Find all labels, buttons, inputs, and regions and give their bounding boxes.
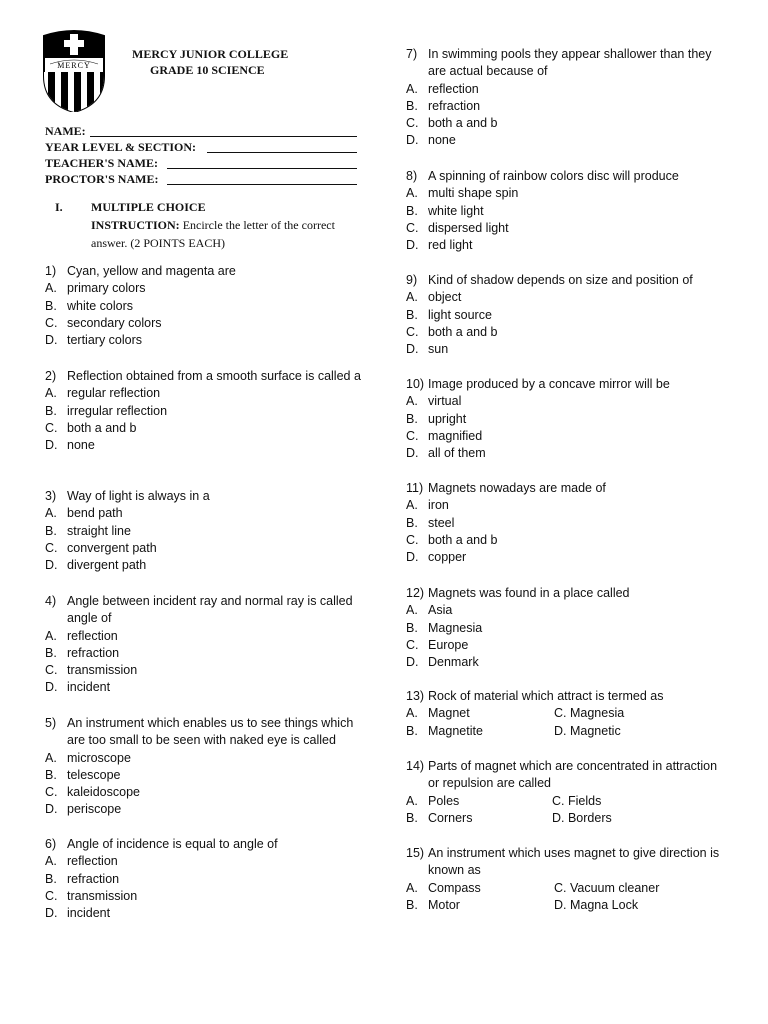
answer-option[interactable] xyxy=(45,385,367,402)
option-text: incident xyxy=(67,680,111,695)
option-letter: A. xyxy=(406,394,418,409)
option-letter: C. xyxy=(45,663,58,678)
option-letter: C. xyxy=(45,540,58,555)
option-letter: B. xyxy=(406,307,418,322)
question-text: Cyan, yellow and magenta are xyxy=(67,264,236,278)
option-text: Denmark xyxy=(428,655,479,670)
question-text-row xyxy=(406,480,728,497)
option-letter[interactable]: A. xyxy=(406,880,418,895)
question-11 xyxy=(406,480,728,566)
question-10 xyxy=(406,376,728,462)
option-text: virtual xyxy=(428,394,462,409)
option-text: reflection xyxy=(67,854,118,869)
option-letter: A. xyxy=(45,750,57,765)
proctor-field[interactable] xyxy=(167,171,357,185)
option-text: convergent path xyxy=(67,540,157,555)
school-seal-logo xyxy=(40,28,108,112)
answer-option[interactable] xyxy=(45,505,367,522)
answer-option[interactable] xyxy=(45,315,367,332)
question-text-row xyxy=(406,272,728,289)
answer-option[interactable] xyxy=(45,523,367,540)
option-text: reflection xyxy=(428,81,479,96)
question-number: 7) xyxy=(406,47,418,61)
option-letter: D. xyxy=(45,558,58,573)
option-text: transmission xyxy=(67,663,138,678)
section-title: MULTIPLE CHOICE xyxy=(91,200,206,214)
option-text: incident xyxy=(67,906,111,921)
answer-option[interactable] xyxy=(406,185,728,202)
option-text: none xyxy=(67,438,95,453)
option-letter: A. xyxy=(406,603,418,618)
answer-option[interactable] xyxy=(406,532,728,549)
option-letter: C. xyxy=(406,428,419,443)
question-number: 15) xyxy=(406,846,425,860)
instruction-label: INSTRUCTION: xyxy=(91,218,180,232)
option-letter: D. xyxy=(45,333,58,348)
question-text-row xyxy=(45,836,367,853)
option-letter: A. xyxy=(45,281,57,296)
option-letter: C. xyxy=(45,315,58,330)
option-text: telescope xyxy=(67,767,121,782)
option-letter: D. xyxy=(45,802,58,817)
question-number: 9) xyxy=(406,273,418,287)
question-3 xyxy=(45,488,367,574)
school-header xyxy=(132,46,288,78)
answer-option[interactable] xyxy=(406,81,728,98)
answer-option[interactable] xyxy=(406,98,728,115)
answer-option[interactable] xyxy=(45,662,367,679)
option-text: both a and b xyxy=(428,324,498,339)
answer-option[interactable] xyxy=(406,237,728,254)
option-letter: A. xyxy=(406,81,418,96)
question-text-row xyxy=(45,263,367,280)
option-text[interactable]: Corners xyxy=(428,810,473,825)
question-text-row xyxy=(406,688,728,705)
answer-option[interactable] xyxy=(406,203,728,220)
answer-option[interactable] xyxy=(45,420,367,437)
answer-option[interactable] xyxy=(406,549,728,566)
answer-option-row xyxy=(406,880,728,897)
option-text: white colors xyxy=(67,298,133,313)
question-12 xyxy=(406,585,728,671)
student-info-form xyxy=(45,123,196,187)
answer-option[interactable] xyxy=(45,767,367,784)
option-text: red light xyxy=(428,238,473,253)
question-text-row xyxy=(45,715,367,750)
option-letter[interactable]: B. xyxy=(406,810,418,825)
option-letter: C. xyxy=(406,532,419,547)
question-number: 13) xyxy=(406,689,425,703)
option-text: irregular reflection xyxy=(67,403,168,418)
question-text-row xyxy=(406,46,728,81)
option-letter: D. xyxy=(45,906,58,921)
question-text-row xyxy=(406,845,728,880)
answer-option[interactable] xyxy=(45,437,367,454)
year-level-row xyxy=(45,139,196,155)
option-letter: A. xyxy=(45,854,57,869)
question-9 xyxy=(406,272,728,358)
option-letter: A. xyxy=(406,186,418,201)
option-text: periscope xyxy=(67,802,122,817)
option-letter: C. xyxy=(45,420,58,435)
answer-option[interactable] xyxy=(406,637,728,654)
option-letter: D. xyxy=(406,342,419,357)
option-text: transmission xyxy=(67,888,138,903)
question-text-row xyxy=(406,758,728,793)
answer-option-row xyxy=(406,705,728,722)
option-text[interactable]: Magnet xyxy=(428,706,470,721)
option-letter: A. xyxy=(406,498,418,513)
option-letter: B. xyxy=(406,515,418,530)
option-text: object xyxy=(428,290,462,305)
question-number: 14) xyxy=(406,759,425,773)
answer-option[interactable] xyxy=(406,428,728,445)
option-text-second[interactable]: D. Magnetic xyxy=(554,723,621,738)
option-text: all of them xyxy=(428,446,486,461)
option-letter[interactable]: A. xyxy=(406,706,418,721)
answer-option[interactable] xyxy=(45,679,367,696)
option-text[interactable]: Poles xyxy=(428,793,460,808)
name-row xyxy=(45,123,196,139)
option-text: Magnesia xyxy=(428,620,483,635)
option-letter: A. xyxy=(406,290,418,305)
section-number: I. xyxy=(55,200,63,214)
option-text: reflection xyxy=(67,628,118,643)
option-text[interactable]: Magnetite xyxy=(428,723,483,738)
question-text-row xyxy=(45,593,367,628)
option-letter: B. xyxy=(406,411,418,426)
option-letter: D. xyxy=(45,680,58,695)
option-text: bend path xyxy=(67,506,123,521)
option-text: microscope xyxy=(67,750,131,765)
answer-option[interactable] xyxy=(406,289,728,306)
question-text: Reflection obtained from a smooth surface is called a xyxy=(67,369,361,383)
option-text: both a and b xyxy=(428,532,498,547)
option-letter: D. xyxy=(406,655,419,670)
teacher-label: TEACHER'S NAME: xyxy=(45,156,159,170)
option-text: regular reflection xyxy=(67,386,161,401)
question-text-row xyxy=(45,368,367,385)
question-text-row xyxy=(406,585,728,602)
answer-option[interactable] xyxy=(45,888,367,905)
answer-option[interactable] xyxy=(45,801,367,818)
proctor-row xyxy=(45,171,196,187)
answer-option[interactable] xyxy=(406,341,728,358)
instruction-text: Encircle the letter of the correct answer. (2 POINTS EACH) xyxy=(91,218,335,250)
answer-option-row xyxy=(406,793,728,810)
question-5 xyxy=(45,715,367,819)
option-text[interactable]: Motor xyxy=(428,897,460,912)
name-label: NAME: xyxy=(45,124,86,138)
question-number: 6) xyxy=(45,837,57,851)
option-text: straight line xyxy=(67,523,131,538)
answer-option[interactable] xyxy=(406,324,728,341)
option-text: secondary colors xyxy=(67,315,162,330)
option-letter: D. xyxy=(45,438,58,453)
question-number: 10) xyxy=(406,377,425,391)
answer-option[interactable] xyxy=(45,750,367,767)
option-text: refraction xyxy=(428,98,481,113)
answer-option[interactable] xyxy=(45,784,367,801)
option-text: Europe xyxy=(428,637,469,652)
question-text: In swimming pools they appear shallower than they are actual because of xyxy=(428,47,712,79)
answer-option[interactable] xyxy=(45,628,367,645)
option-text: dispersed light xyxy=(428,220,509,235)
answer-option[interactable] xyxy=(45,332,367,349)
option-letter: D. xyxy=(406,133,419,148)
question-number: 5) xyxy=(45,716,57,730)
question-text-row xyxy=(406,168,728,185)
option-text-second[interactable]: C. Fields xyxy=(552,793,602,808)
option-text-second[interactable]: D. Borders xyxy=(552,810,612,825)
option-letter: A. xyxy=(45,506,57,521)
question-13 xyxy=(406,688,728,740)
option-text: refraction xyxy=(67,871,120,886)
answer-option[interactable] xyxy=(406,654,728,671)
answer-option[interactable] xyxy=(406,411,728,428)
question-text: Magnets nowadays are made of xyxy=(428,481,606,495)
option-letter: C. xyxy=(45,888,58,903)
answer-option[interactable] xyxy=(406,393,728,410)
answer-option[interactable] xyxy=(406,497,728,514)
option-letter: D. xyxy=(406,550,419,565)
answer-option[interactable] xyxy=(406,620,728,637)
option-text-second[interactable]: C. Vacuum cleaner xyxy=(554,880,660,895)
question-number: 8) xyxy=(406,169,418,183)
option-letter: B. xyxy=(45,645,57,660)
question-number: 2) xyxy=(45,369,57,383)
question-text: Image produced by a concave mirror will be xyxy=(428,377,670,391)
question-15 xyxy=(406,845,728,914)
option-text: steel xyxy=(428,515,455,530)
option-letter: B. xyxy=(406,620,418,635)
answer-option-row xyxy=(406,723,728,740)
option-text: multi shape spin xyxy=(428,186,519,201)
teacher-field[interactable] xyxy=(167,155,357,169)
option-text: sun xyxy=(428,342,449,357)
option-text: none xyxy=(428,133,456,148)
answer-option[interactable] xyxy=(45,645,367,662)
option-letter: D. xyxy=(406,446,419,461)
question-8 xyxy=(406,168,728,254)
question-6 xyxy=(45,836,367,922)
option-letter: B. xyxy=(406,98,418,113)
question-text: Way of light is always in a xyxy=(67,489,210,503)
option-text: primary colors xyxy=(67,281,146,296)
option-text: iron xyxy=(428,498,449,513)
svg-text:MERCY: MERCY xyxy=(57,61,91,70)
answer-option[interactable] xyxy=(406,445,728,462)
question-text: A spinning of rainbow colors disc will produce xyxy=(428,169,679,183)
option-text: magnified xyxy=(428,428,483,443)
option-letter: C. xyxy=(45,785,58,800)
option-text: kaleidoscope xyxy=(67,785,140,800)
question-text: Angle between incident ray and normal ray is called angle of xyxy=(67,594,353,626)
option-letter: C. xyxy=(406,324,419,339)
answer-option-row xyxy=(406,897,728,914)
answer-option[interactable] xyxy=(406,115,728,132)
option-letter: B. xyxy=(45,767,57,782)
option-letter: C. xyxy=(406,637,419,652)
section-heading xyxy=(55,198,371,252)
option-text: upright xyxy=(428,411,467,426)
option-text: divergent path xyxy=(67,558,147,573)
answer-option[interactable] xyxy=(45,871,367,888)
teacher-row xyxy=(45,155,196,171)
option-letter: B. xyxy=(45,523,57,538)
answer-option[interactable] xyxy=(45,853,367,870)
option-text: both a and b xyxy=(67,420,137,435)
option-text[interactable]: Compass xyxy=(428,880,481,895)
option-text: white light xyxy=(428,203,484,218)
question-text: Rock of material which attract is termed as xyxy=(428,689,664,703)
question-number: 11) xyxy=(406,481,424,495)
option-text: copper xyxy=(428,550,467,565)
question-14 xyxy=(406,758,728,827)
question-text-row xyxy=(45,488,367,505)
section-instruction xyxy=(91,216,371,252)
question-text: An instrument which uses magnet to give direction is known as xyxy=(428,846,720,878)
question-7 xyxy=(406,46,728,150)
option-text: Asia xyxy=(428,603,453,618)
question-text: Angle of incidence is equal to angle of xyxy=(67,837,278,851)
option-letter: D. xyxy=(406,238,419,253)
answer-option[interactable] xyxy=(45,540,367,557)
question-text-row xyxy=(406,376,728,393)
option-letter: B. xyxy=(45,298,57,313)
option-letter[interactable]: B. xyxy=(406,897,418,912)
answer-option[interactable] xyxy=(45,905,367,922)
question-2 xyxy=(45,368,367,454)
option-letter[interactable]: B. xyxy=(406,723,418,738)
answer-option-row xyxy=(406,810,728,827)
option-letter: B. xyxy=(406,203,418,218)
option-text: tertiary colors xyxy=(67,333,143,348)
answer-option[interactable] xyxy=(406,307,728,324)
question-number: 4) xyxy=(45,594,57,608)
question-text: Kind of shadow depends on size and position of xyxy=(428,273,693,287)
answer-option[interactable] xyxy=(45,298,367,315)
question-text: Parts of magnet which are concentrated in attraction or repulsion are called xyxy=(428,759,718,791)
question-number: 12) xyxy=(406,586,425,600)
option-letter[interactable]: A. xyxy=(406,793,418,808)
question-4 xyxy=(45,593,367,697)
year-level-label: YEAR LEVEL & SECTION: xyxy=(45,140,197,154)
answer-option[interactable] xyxy=(45,280,367,297)
option-text: refraction xyxy=(67,645,120,660)
answer-option[interactable] xyxy=(406,515,728,532)
answer-option[interactable] xyxy=(406,602,728,619)
option-letter: B. xyxy=(45,403,57,418)
grade-title: GRADE 10 SCIENCE xyxy=(150,63,265,77)
name-field[interactable] xyxy=(90,123,357,137)
option-text-second[interactable]: C. Magnesia xyxy=(554,706,625,721)
answer-option[interactable] xyxy=(406,132,728,149)
proctor-label: PROCTOR'S NAME: xyxy=(45,172,159,186)
option-letter: A. xyxy=(45,386,57,401)
school-name: MERCY JUNIOR COLLEGE xyxy=(132,47,289,61)
option-text: both a and b xyxy=(428,116,498,131)
option-letter: A. xyxy=(45,628,57,643)
option-letter: C. xyxy=(406,116,419,131)
question-number: 1) xyxy=(45,264,57,278)
answer-option[interactable] xyxy=(45,557,367,574)
answer-option[interactable] xyxy=(45,403,367,420)
question-1 xyxy=(45,263,367,349)
option-text-second[interactable]: D. Magna Lock xyxy=(554,897,639,912)
answer-option[interactable] xyxy=(406,220,728,237)
question-number: 3) xyxy=(45,489,57,503)
option-letter: B. xyxy=(45,871,57,886)
question-text: An instrument which enables us to see things which are too small to be seen with naked eye is called xyxy=(67,716,354,748)
option-text: light source xyxy=(428,307,492,322)
question-text: Magnets was found in a place called xyxy=(428,586,630,600)
year-level-field[interactable] xyxy=(207,139,357,153)
option-letter: C. xyxy=(406,220,419,235)
